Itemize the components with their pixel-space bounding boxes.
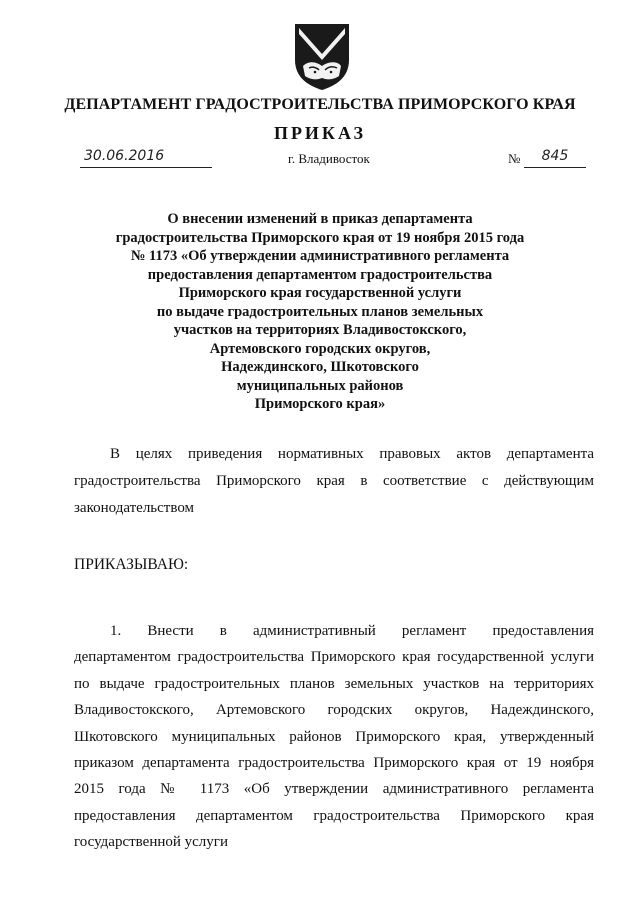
coat-of-arms-emblem: [291, 20, 353, 92]
orders-heading: ПРИКАЗЫВАЮ:: [74, 556, 189, 573]
subject-line: Надеждинского, Шкотовского: [221, 359, 419, 375]
preamble-line: В целях приведения нормативных правовых актов департамента: [110, 446, 594, 462]
subject-line: № 1173 «Об утверждении административного регламента: [130, 248, 510, 264]
item-line: государственной услуги: [74, 834, 228, 851]
subject-line: Приморского края»: [254, 396, 386, 412]
item-line: приказом департамента градостроительства Приморского края от 19 ноября: [74, 755, 594, 772]
item-line: Владивостокского, Артемовского городских округов, Надеждинского,: [74, 702, 594, 719]
subject-line: предоставления департаментом градостроительства: [147, 266, 493, 283]
department-name: ДЕПАРТАМЕНТ ГРАДОСТРОИТЕЛЬСТВА ПРИМОРСКОГО КРАЯ: [64, 96, 576, 113]
subject-line: муниципальных районов: [236, 377, 404, 394]
subject-line: О внесении изменений в приказ департамента: [167, 211, 473, 227]
subject-line: Приморского края государственной услуги: [178, 285, 462, 301]
preamble-paragraph: [74, 441, 594, 522]
order-number: 845: [524, 145, 586, 168]
preamble-line: градостроительства Приморского края в соответствие с действующим: [74, 473, 594, 489]
order-city: г. Владивосток: [288, 151, 370, 166]
subject-line: Артемовского городских округов,: [209, 340, 431, 357]
item-line: Шкотовского муниципальных районов Приморского края, утвержденный: [74, 728, 594, 745]
order-item-1: [74, 618, 594, 856]
item-line: 2015 года № 1173 «Об утверждении административного регламента: [74, 781, 594, 798]
subject-line: по выдаче градостроительных планов земельных: [156, 303, 484, 320]
item-line: предоставления департаментом градостроительства Приморского края: [74, 807, 594, 824]
item-line: департаментом градостроительства Приморского края государственной услуги: [74, 649, 594, 666]
preamble-line: законодательством: [74, 500, 195, 516]
order-subject: [0, 210, 640, 414]
order-number-label: №: [508, 151, 521, 166]
item-line: 1. Внести в административный регламент предоставления: [110, 623, 594, 639]
item-line: по выдаче градостроительных планов земельных участков на территориях: [74, 675, 594, 692]
subject-line: участков на территориях Владивостокского,: [173, 322, 467, 338]
subject-line: градостроительства Приморского края от 19 ноября 2015 года: [115, 229, 525, 246]
order-date: 30.06.2016: [80, 145, 212, 168]
document-type-title: ПРИКАЗ: [273, 123, 367, 143]
